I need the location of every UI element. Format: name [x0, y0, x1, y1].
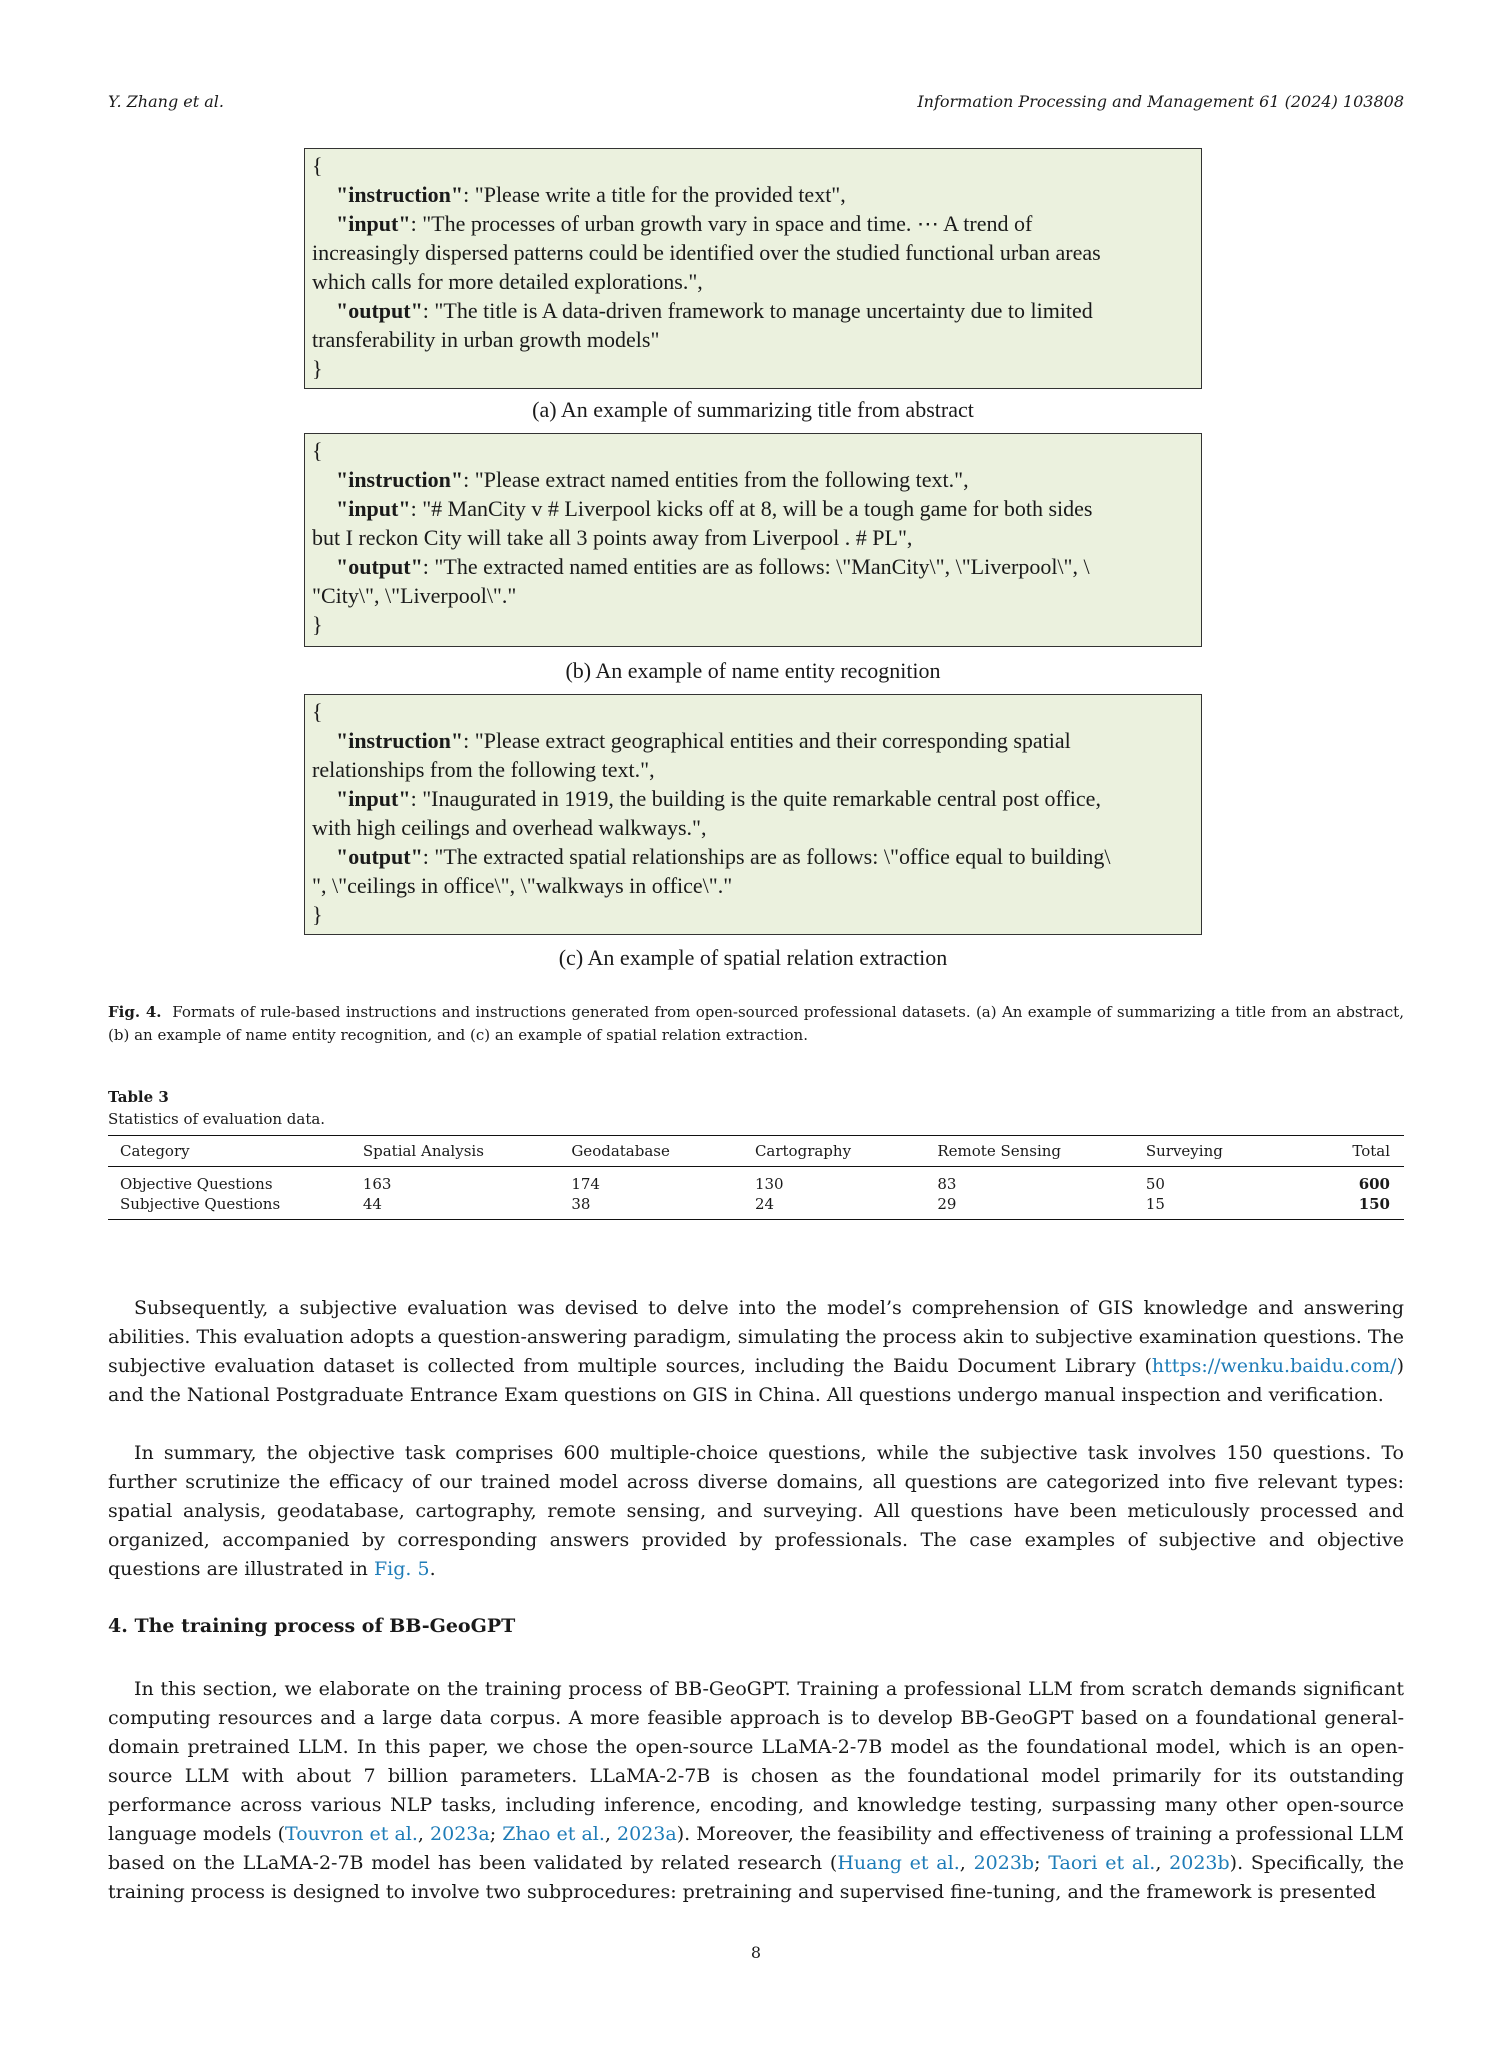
figure-caption: [108, 1001, 1404, 1047]
json-value: : "The title is A data-driven framework to manage uncertainty due to limited: [422, 298, 1093, 323]
table-column-header: Remote Sensing: [925, 1136, 1133, 1167]
citation-huang-year[interactable]: 2023b: [973, 1852, 1035, 1874]
paragraph-text: ) and the National Postgraduate Entrance Exam questions on GIS in China. All questions undergo manual inspection and verification.: [108, 1355, 1404, 1406]
brace-open: {: [312, 438, 323, 463]
paragraph-text: ;: [489, 1823, 503, 1845]
json-value: : "Please write a title for the provided text",: [463, 182, 846, 207]
paragraph-subjective-evaluation: [108, 1294, 1404, 1410]
table-row: [108, 1167, 1404, 1195]
table-cell: 29: [925, 1194, 1133, 1220]
paragraph-text: ,: [417, 1823, 431, 1845]
json-continuation-line: transferability in urban growth models": [312, 327, 660, 352]
json-continuation-line: increasingly dispersed patterns could be identified over the studied functional urban areas: [312, 240, 1101, 265]
table-cell: 600: [1358, 1175, 1390, 1193]
fig5-link[interactable]: Fig. 5: [373, 1558, 430, 1580]
json-key: "input": [336, 211, 411, 236]
json-continuation-line: "City\", \"Liverpool\".": [312, 583, 517, 608]
paragraph-text: ). Specifically, the training process is designed to involve two subprocedures: pretraining and supervised fine-tuning, and the framework is presented: [108, 1852, 1404, 1903]
json-key: "output": [336, 554, 423, 579]
citation-touvron-year[interactable]: 2023a: [430, 1823, 490, 1845]
brace-open: {: [312, 699, 323, 724]
paragraph-text: ,: [604, 1823, 618, 1845]
paragraph-text: ;: [1034, 1852, 1049, 1874]
json-field-line: [312, 465, 1191, 494]
json-value: : "Inaugurated in 1919, the building is the quite remarkable central post office,: [410, 786, 1101, 811]
json-key: "input": [336, 786, 411, 811]
table-column-header: Category: [108, 1136, 351, 1167]
json-field-line: [312, 726, 1191, 755]
table-cell: 83: [937, 1175, 957, 1193]
baidu-link[interactable]: https://wenku.baidu.com/: [1151, 1355, 1397, 1377]
table-cell: 163: [362, 1175, 392, 1193]
paragraph-summary: [108, 1439, 1404, 1584]
json-key: "output": [336, 298, 423, 323]
table-cell: 174: [571, 1175, 600, 1193]
subcaption-a: (a) An example of summarizing title from abstract: [532, 397, 974, 422]
citation-taori-year[interactable]: 2023b: [1169, 1852, 1230, 1874]
table-cell: Objective Questions: [120, 1175, 273, 1193]
paragraph-training-process: [108, 1675, 1404, 1907]
section-heading: 4. The training process of BB-GeoGPT: [108, 1615, 516, 1637]
brace-close: }: [312, 902, 323, 927]
json-value: : "Please extract geographical entities and their corresponding spatial: [463, 728, 1071, 753]
table-cell: 44: [351, 1194, 559, 1220]
citation-zhao[interactable]: Zhao et al.: [502, 1823, 605, 1845]
example-box-a: [304, 148, 1202, 389]
json-value: : "The extracted named entities are as follows: \"ManCity\", \"Liverpool\", \: [422, 554, 1090, 579]
table-column-header: Total: [1284, 1136, 1404, 1167]
json-field-line: [312, 842, 1191, 871]
table-column-header: Cartography: [743, 1136, 925, 1167]
json-value: : "The processes of urban growth vary in space and time. ⋯ A trend of: [410, 211, 1033, 236]
citation-huang[interactable]: Huang et al.: [837, 1852, 960, 1874]
paragraph-text: ,: [1155, 1852, 1170, 1874]
citation-taori[interactable]: Taori et al.: [1048, 1852, 1156, 1874]
table-title: Statistics of evaluation data.: [108, 1110, 326, 1128]
brace-open: {: [312, 153, 323, 178]
running-header-authors: Y. Zhang et al.: [108, 92, 224, 111]
json-key: "instruction": [336, 467, 464, 492]
table-label: Table 3: [108, 1088, 169, 1106]
json-continuation-line: relationships from the following text.",: [312, 757, 655, 782]
json-key: "output": [336, 844, 423, 869]
citation-zhao-year[interactable]: 2023a: [617, 1823, 677, 1845]
table-cell: 24: [743, 1194, 925, 1220]
table-cell: 15: [1134, 1194, 1284, 1220]
table-cell: 38: [559, 1194, 743, 1220]
json-field-line: [312, 209, 1191, 238]
json-continuation-line: which calls for more detailed explorations.",: [312, 269, 703, 294]
paragraph-text: Subsequently, a subjective evaluation was devised to delve into the model’s comprehension of GIS knowledge and answering abilities. This evaluation adopts a question-answering paradigm, simulating the process akin to subjective examination questions. The subjective evaluation dataset is collected from multiple sources, including the Baidu Document Library (: [108, 1297, 1404, 1377]
table-cell: 150: [1284, 1194, 1404, 1220]
paragraph-text: In this section, we elaborate on the training process of BB-GeoGPT. Training a professional LLM from scratch demands significant computing resources and a large data corpus. A more feasible approach is to develop BB-GeoGPT based on a foundational general-domain pretrained LLM. In this paper, we chose the open-source LLaMA-2-7B model as the foundational model, which is an open-source LLM with about 7 billion parameters. LLaMA-2-7B is chosen as the foundational model primarily for its outstanding performance across various NLP tasks, including inference, encoding, and knowledge testing, surpassing many other open-source language models (: [108, 1678, 1404, 1845]
json-key: "instruction": [336, 728, 464, 753]
table-cell: 130: [754, 1175, 784, 1193]
citation-touvron[interactable]: Touvron et al.: [285, 1823, 418, 1845]
subcaption-c: (c) An example of spatial relation extraction: [558, 945, 948, 970]
example-box-b: [304, 433, 1202, 647]
subcaption-b: (b) An example of name entity recognition: [565, 658, 941, 683]
json-continuation-line: with high ceilings and overhead walkways.",: [312, 815, 707, 840]
table-column-header: Spatial Analysis: [351, 1136, 559, 1167]
example-box-c: [304, 694, 1202, 935]
paragraph-text: In summary, the objective task comprises 600 multiple-choice questions, while the subjective task involves 150 questions. To further scrutinize the efficacy of our trained model across diverse domains, all questions are categorized into five relevant types: spatial analysis, geodatabase, cartography, remote sensing, and surveying. All questions have been meticulously processed and organized, accompanied by corresponding answers provided by professionals. The case examples of subjective and objective questions are illustrated in: [108, 1442, 1404, 1580]
running-header-journal: Information Processing and Management 61 (2024) 103808: [917, 92, 1404, 111]
figure-caption-label: Fig. 4.: [108, 1003, 162, 1021]
json-field-line: [312, 180, 1191, 209]
paragraph-text: ,: [959, 1852, 974, 1874]
json-continuation-line: ", \"ceilings in office\", \"walkways in office\".": [312, 873, 733, 898]
paragraph-text: .: [429, 1558, 436, 1580]
page-number: 8: [750, 1943, 762, 1962]
json-value: : "The extracted spatial relationships are as follows: \"office equal to building\: [422, 844, 1111, 869]
json-value: : "Please extract named entities from the following text.",: [463, 467, 969, 492]
json-continuation-line: but I reckon City will take all 3 points away from Liverpool . # PL",: [312, 525, 913, 550]
json-field-line: [312, 784, 1191, 813]
figure-caption-text: Formats of rule-based instructions and instructions generated from open-sourced professional datasets. (a) An example of summarizing a title from an abstract, (b) an example of name entity recognition, and (c) an example of spatial relation extraction.: [108, 1003, 1404, 1044]
brace-close: }: [312, 612, 323, 637]
statistics-table: [108, 1135, 1404, 1220]
brace-close: }: [312, 356, 323, 381]
json-key: "instruction": [336, 182, 464, 207]
paragraph-text: ). Moreover, the feasibility and effectiveness of training a professional LLM based on the LLaMA-2-7B model has been validated by related research (: [108, 1823, 1404, 1874]
table-column-header: Geodatabase: [559, 1136, 743, 1167]
table-cell: Subjective Questions: [108, 1194, 351, 1220]
json-key: "input": [336, 496, 411, 521]
json-field-line: [312, 296, 1191, 325]
table-column-header: Surveying: [1134, 1136, 1284, 1167]
table-row: [108, 1194, 1404, 1220]
table-header-row: [108, 1136, 1404, 1167]
table-cell: 50: [1145, 1175, 1165, 1193]
json-value: : "# ManCity v # Liverpool kicks off at 8, will be a tough game for both sides: [410, 496, 1093, 521]
json-field-line: [312, 552, 1191, 581]
json-field-line: [312, 494, 1191, 523]
